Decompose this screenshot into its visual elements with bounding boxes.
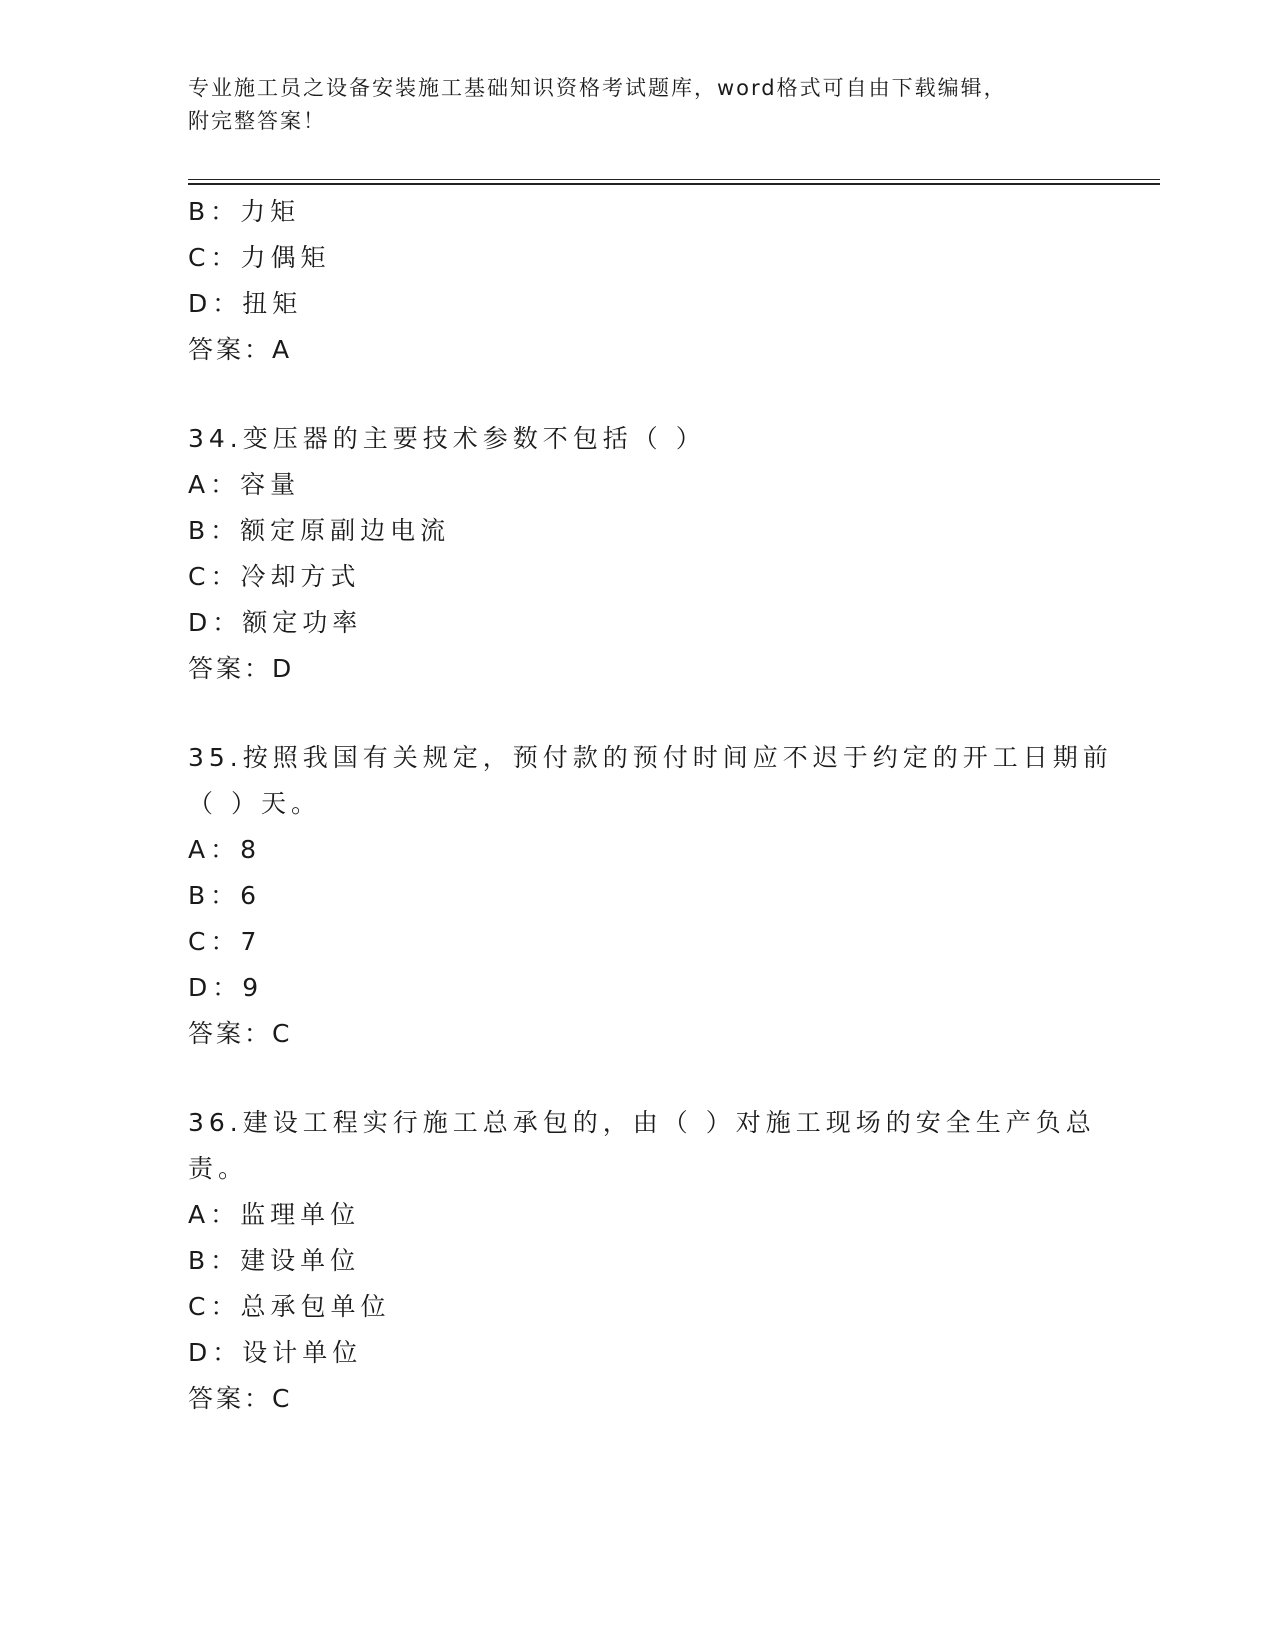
question-33-continued: [188, 189, 1088, 373]
option-b: B：额定原副边电流: [188, 516, 451, 545]
option-a: A：8: [188, 835, 262, 864]
question-stem-line-2: （ ）天。: [188, 789, 321, 818]
option-d: D：设计单位: [188, 1338, 363, 1367]
option-b: B：建设单位: [188, 1246, 361, 1275]
header-divider-thick: [188, 183, 1160, 185]
answer-line: 答案：A: [188, 335, 293, 364]
option-a: A：容量: [188, 470, 301, 499]
question-stem-line-1: 35.按照我国有关规定，预付款的预付时间应不迟于约定的开工日期前: [188, 743, 1113, 772]
header-line-1: 专业施工员之设备安装施工基础知识资格考试题库，word格式可自由下载编辑，: [188, 76, 1007, 100]
answer-line: 答案：C: [188, 1019, 293, 1048]
spacer: [188, 692, 1088, 735]
question-34: [188, 416, 1088, 692]
option-d: D：扭矩: [188, 289, 303, 318]
option-b: B：力矩: [188, 197, 301, 226]
spacer: [188, 373, 1088, 416]
question-stem: 34.变压器的主要技术参数不包括（ ）: [188, 424, 706, 453]
option-d: D：9: [188, 973, 264, 1002]
spacer: [188, 1057, 1088, 1100]
option-c: C：冷却方式: [188, 562, 361, 591]
option-c: C：7: [188, 927, 262, 956]
question-list: [188, 189, 1113, 1422]
answer-line: 答案：C: [188, 1384, 293, 1413]
header-line-2: 附完整答案！: [188, 109, 326, 133]
option-c: C：力偶矩: [188, 243, 331, 272]
option-a: A：监理单位: [188, 1200, 361, 1229]
question-35: [188, 735, 1113, 1057]
option-c: C：总承包单位: [188, 1292, 391, 1321]
header-divider-thin: [188, 179, 1160, 180]
question-stem-line-2: 责。: [188, 1154, 249, 1183]
option-d: D：额定功率: [188, 608, 363, 637]
question-stem-line-1: 36.建设工程实行施工总承包的，由（ ）对施工现场的安全生产负总: [188, 1108, 1096, 1137]
answer-line: 答案：D: [188, 654, 295, 683]
option-b: B：6: [188, 881, 262, 910]
question-36: [188, 1100, 1096, 1422]
document-header: [188, 72, 1088, 138]
